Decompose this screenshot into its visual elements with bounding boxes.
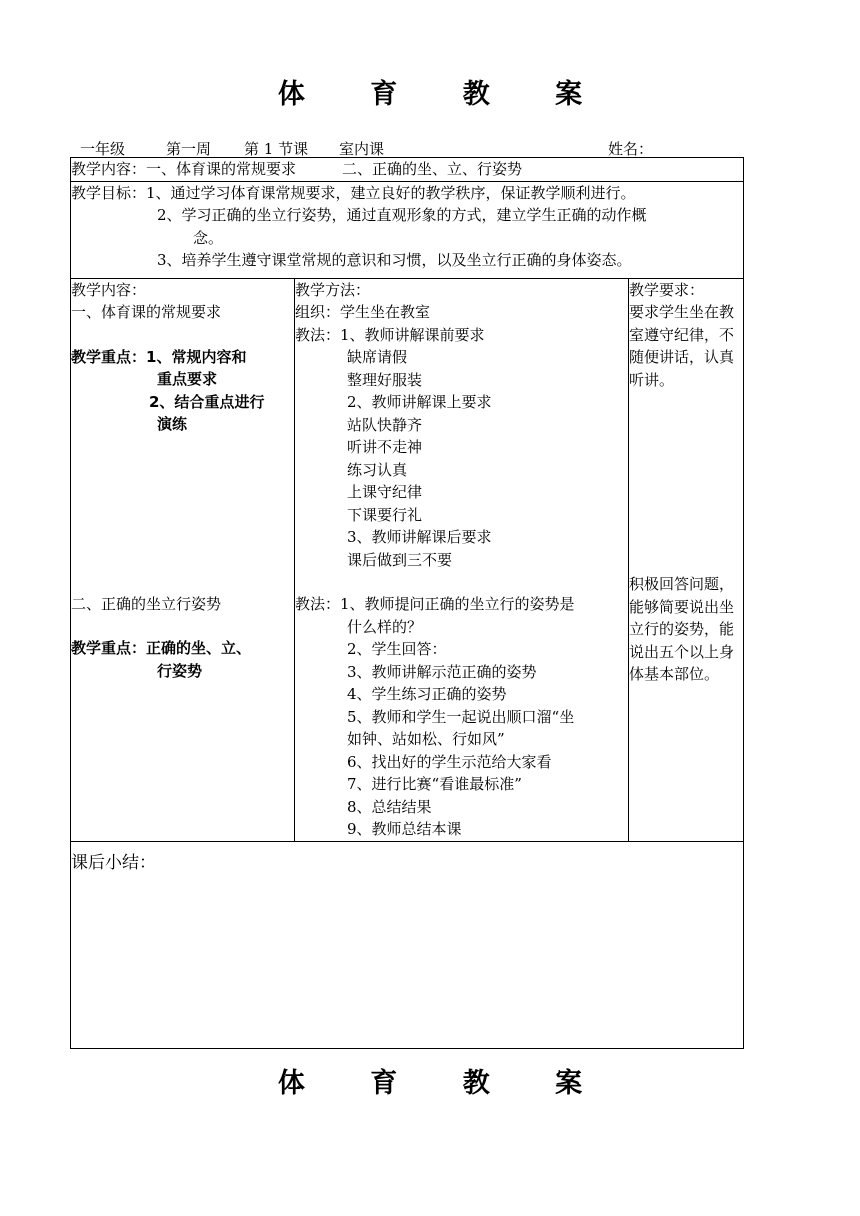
lesson-number: 第 1 节课 — [244, 140, 309, 158]
requirement-column — [629, 278, 744, 841]
focus-2-b: 行姿势 — [157, 661, 203, 680]
name-label: 姓名： — [608, 140, 654, 158]
content-column — [71, 278, 295, 841]
method-n5-cont: 如钟、站如松、行如风” — [347, 730, 505, 748]
method-3: 3、教师讲解课后要求 — [347, 528, 492, 546]
summary-label: 课后小结： — [71, 852, 156, 873]
focus-2-label: 教学重点： — [71, 639, 147, 657]
content-item-1: 一、体育课的常规要求 — [146, 160, 297, 178]
method-2e: 下课要行礼 — [347, 505, 423, 524]
grade-label: 一年级 — [80, 140, 126, 158]
goal-3: 3、培养学生遵守课堂常规的意识和习惯，以及坐立行正确的身体姿态。 — [157, 251, 632, 269]
focus-1-c: 2、结合重点进行 — [149, 392, 265, 411]
page-title: 体 育 教 案 — [277, 79, 611, 110]
method-n2: 2、学生回答： — [347, 640, 447, 658]
method-1: 教法：1、教师讲解课前要求 — [295, 325, 485, 344]
focus-1-label: 教学重点： — [71, 347, 147, 366]
week-label: 第一周 — [166, 140, 212, 158]
goal-1: 1、通过学习体育课常规要求，建立良好的教学秩序，保证教学顺利进行。 — [146, 183, 636, 202]
focus-2-a: 正确的坐、立、 — [146, 639, 252, 657]
content-label: 教学内容： — [71, 160, 147, 178]
focus-1-d: 演练 — [157, 415, 188, 433]
method-1a: 缺席请假 — [347, 348, 408, 366]
method-2b: 听讲不走神 — [347, 438, 423, 456]
method-2a: 站队快静齐 — [347, 415, 423, 434]
summary-row — [71, 841, 744, 1048]
left-heading: 教学内容： — [71, 280, 147, 299]
goals-row — [71, 181, 744, 278]
method-heading: 教学方法： — [295, 280, 371, 299]
content-row — [71, 158, 744, 182]
focus-1-a: 1、常规内容和 — [146, 347, 247, 366]
requirement-heading: 教学要求： — [629, 280, 705, 299]
page-title-repeat: 体 育 教 案 — [277, 1068, 611, 1099]
method-n6: 6、找出好的学生示范给大家看 — [347, 752, 552, 771]
requirement-2: 积极回答问题，能够简要说出坐立行的姿势，能说出五个以上身体基本部位。 — [629, 575, 735, 683]
section-1-title: 一、体育课的常规要求 — [71, 303, 222, 321]
goal-2: 2、学习正确的坐立行姿势，通过直观形象的方式，建立学生正确的动作概 — [157, 206, 647, 224]
section-2-title: 二、正确的坐立行姿势 — [71, 594, 222, 613]
method-n3: 3、教师讲解示范正确的姿势 — [347, 662, 537, 681]
method-2d: 上课守纪律 — [347, 483, 423, 501]
method-2c: 练习认真 — [347, 460, 408, 479]
content-item-2: 二、正确的坐、立、行姿势 — [342, 160, 523, 178]
lesson-plan-table — [70, 157, 744, 1049]
methods-row — [71, 278, 744, 841]
goals-label: 教学目标： — [71, 183, 147, 202]
requirement-1: 要求学生坐在教室遵守纪律，不随便讲话，认真听讲。 — [629, 303, 735, 389]
lesson-type: 室内课 — [339, 140, 385, 158]
method-column — [295, 278, 629, 841]
method-n4: 4、学生练习正确的姿势 — [347, 685, 507, 703]
method-n1-cont: 什么样的？ — [347, 617, 423, 636]
goal-2-cont: 念。 — [193, 228, 224, 247]
focus-1-b: 重点要求 — [157, 370, 218, 388]
method-3a: 课后做到三不要 — [347, 550, 453, 569]
method-org: 组织：学生坐在教室 — [295, 303, 431, 321]
method-n7: 7、进行比赛“看谁最标准” — [347, 775, 522, 793]
method-n8: 8、总结结果 — [347, 797, 432, 816]
method-n1: 教法：1、教师提问正确的坐立行的姿势是 — [295, 595, 575, 613]
method-n5: 5、教师和学生一起说出顺口溜“坐 — [347, 707, 575, 726]
method-n9: 9、教师总结本课 — [347, 820, 462, 838]
method-2: 2、教师讲解课上要求 — [347, 393, 492, 411]
method-1b: 整理好服装 — [347, 370, 423, 389]
